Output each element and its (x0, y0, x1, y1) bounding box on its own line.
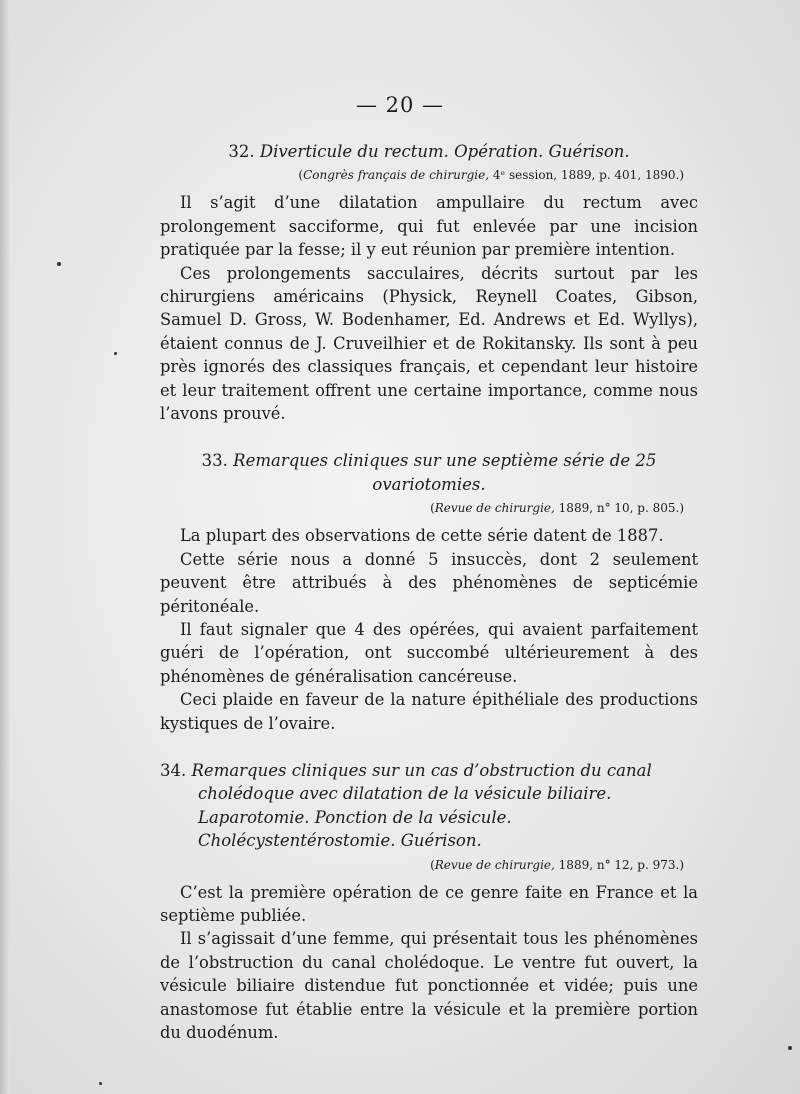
citation-details: 4ᵉ session, 1889, p. 401, 1890. (492, 168, 680, 183)
entry-paragraph: Il s’agit d’une dilatation ampullaire du rectum avec prolongement sacciforme, qui fut enlevée par une incision pratiquée par la fesse; il y eut réunion par première intention. (160, 193, 698, 260)
entry-number: 32. (228, 142, 255, 161)
section-gap (160, 425, 698, 449)
page-number: — 20 — (355, 93, 445, 117)
entry-title-text: Remarques cliniques sur une septième série de 25 ovariotomies. (233, 451, 657, 494)
entry-citation: (Revue de chirurgie, 1889, n° 12, p. 973.) (430, 857, 684, 872)
section-gap (160, 735, 698, 759)
citation-source: Congrès français de chirurgie, (303, 168, 490, 183)
entry-paragraph: Il s’agissait d’une femme, qui présentait tous les phénomènes de l’obstruction du canal cholédoque. Le ventre fut ouvert, la vésicule biliaire distendue fut ponctionnée et vidée; puis une anastomose fut établie entre la vésicule et la première portion du duodénum. (160, 929, 698, 1042)
entry-34 (160, 759, 698, 1044)
citation-source: Revue de chirurgie, (434, 857, 555, 872)
citation-details: 1889, n° 10, p. 805. (558, 501, 680, 516)
entry-number: 34. (160, 760, 187, 780)
citation-source: Revue de chirurgie, (434, 501, 555, 516)
entry-number: 33. (201, 451, 228, 471)
entry-paragraph: Il faut signaler que 4 des opérées, qui avaient parfaitement guéri de l’opération, ont succombé ultérieurement à des phénomènes de généralisation cancéreuse. (160, 619, 698, 686)
page-body (160, 140, 698, 1044)
entry-paragraph: La plupart des observations de cette série datent de 1887. (180, 526, 664, 546)
ink-speck (788, 1046, 792, 1050)
entry-paragraph: Ceci plaide en faveur de la nature épithéliale des productions kystiques de l’ovaire. (160, 690, 698, 733)
entry-title (160, 449, 698, 496)
entry-33 (160, 449, 698, 734)
ink-speck (99, 1082, 102, 1085)
entry-32 (160, 140, 698, 425)
page-spine-shadow (0, 0, 10, 1094)
entry-title (160, 759, 698, 853)
entry-paragraph: C’est la première opération de ce genre faite en France et la septième publiée. (160, 882, 698, 925)
entry-title-text: Diverticule du rectum. Opération. Guérison. (259, 142, 630, 161)
entry-citation: (Revue de chirurgie, 1889, n° 10, p. 805.) (430, 501, 684, 516)
ink-speck (57, 262, 61, 266)
citation-details: 1889, n° 12, p. 973. (558, 857, 680, 872)
entry-paragraph: Ces prolongements sacculaires, décrits surtout par les chirurgiens américains (Physick, Reynell Coates, Gibson, Samuel D. Gross, W. Bodenhamer, Ed. Andrews et Ed. Wyllys), étaient connus de J. Cruveilhier et de Rokitansky. Ils sont à peu près ignorés des classiques français, et cependant leur histoire et leur traitement offrent une certaine importance, comme nous l’avons prouvé. (160, 263, 698, 424)
entry-paragraph: Cette série nous a donné 5 insuccès, dont 2 seulement peuvent être attribués à des phénomènes de septicémie péritonéale. (160, 549, 698, 616)
entry-title (160, 140, 698, 163)
entry-citation: (Congrès français de chirurgie, 4ᵉ session, 1889, p. 401, 1890.) (298, 168, 684, 183)
entry-title-text: Remarques cliniques sur un cas d’obstruction du canal cholédoque avec dilatation de la vésicule biliaire. Laparotomie. Ponction de la vésicule. Cholécystentérostomie. Guérison. (191, 760, 652, 851)
ink-speck (114, 352, 117, 355)
